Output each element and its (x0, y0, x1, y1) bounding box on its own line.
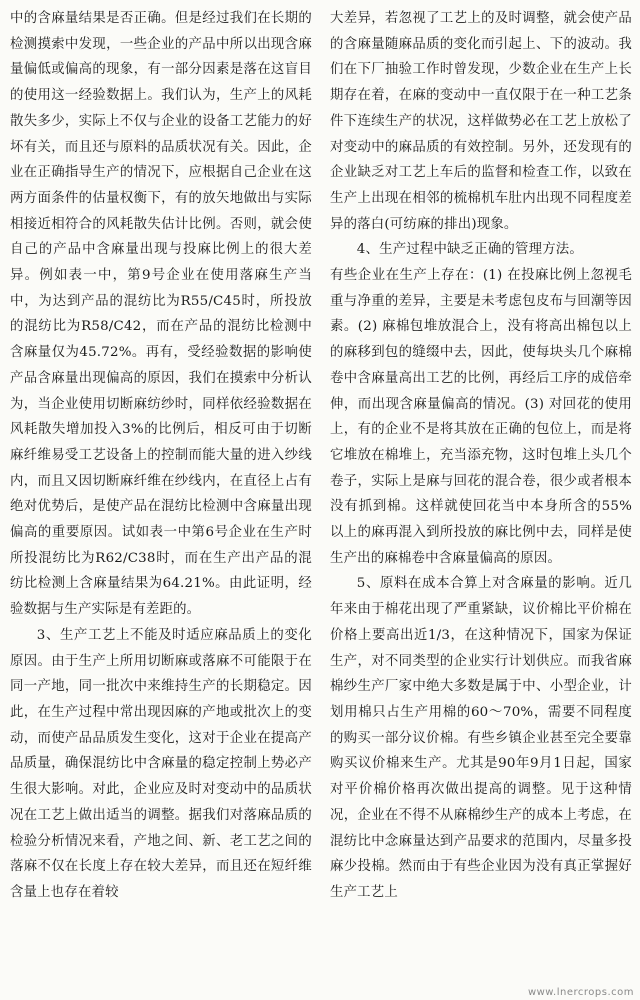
section-heading: 5、原料在成本合算上对含麻量的影响。 (356, 576, 605, 592)
right-column (330, 6, 632, 1000)
paragraph: 有些企业在生产上存在：(1) 在投麻比例上忽视毛重与净重的差异，主要是未考虑包皮布与回潮等因素。(2) 麻棉包堆放混合上，没有将高出棉包以上的麻移到包的缝缀中去，因此，使每块头几个麻棉卷中含麻量高出工艺的比例，再经后工序的成倍牵伸，而出现含麻量偏高的情况。(3) 对回花的使用上，有的企业不是将其放在正确的包位上，而是将它堆放在棉堆上，充当添充物，这时包堆上头几个卷子，实际上是麻与回花的混合卷，很少或者根本没有抓到棉。这样就使回花当中本身所含的55%以上的麻再混入到所投放的麻比例中去，同样是使生产出的麻棉卷中含麻量偏高的原因。 (330, 268, 632, 566)
section-heading: 4、生产过程中缺乏正确的管理方法。 (356, 242, 583, 258)
paragraph: 中的含麻量结果是否正确。但是经过我们在长期的检测摸索中发现，一些企业的产品中所以出现含麻量偏低或偏高的现象，有一部分因素是落在这盲目的使用这一经验数据上。我们认为，生产上的风耗散失多少，实际上不仅与企业的设备工艺能力的好坏有关，而且还与原料的品质状况有关。因此，企业在正确指导生产的情况下，应根据自己企业在这两方面条件的估量权衡下，有的放矢地做出与实际相接近相符合的风耗散失估计比例。否则，就会使自己的产品中含麻量出现与投麻比例上的很大差异。例如表一中，第9号企业在使用落麻生产当中，为达到产品的混纺比为R55/C45时，所投放的混纺比为R58/C42，而在产品的混纺比检测中含麻量仅为45.72%。再有，受经验数据的影响使产品含麻量出现偏高的原因，我们在摸索中分析认为，当企业使用切断麻纺纱时，同样依经验数据在风耗散失增加投入3%的比例后，相反可由于切断麻纤维易受工艺设备上的控制而能大量的进入纱线内，而且又因切断麻纤维在纱线内，在直径上占有绝对优势后，是使产品在混纺比检测中含麻量出现偏高的重要原因。试如表一中第6号企业在生产时所投混纺比为R62/C38时，而在生产出产品的混纺比检测上含麻量结果为64.21%。由此证明，经验数据与生产实际是有差距的。 (10, 11, 312, 618)
section-3-paragraph (10, 623, 312, 906)
section-body: 由于生产上所用切断麻或落麻不可能限于在同一产地，同一批次中来维持生产的长期稳定。因此，在生产过程中常出现因麻的产地或批次上的变动，而使产品品质发生变化，这对于企业在提高产品质量，确保混纺比中含麻量的稳定控制上势必产生很大影响。对此，企业应及时对变动中的品质状况在工艺上做出适当的调整。据我们对落麻品质的检验分析情况来看，产地之间、新、老工艺之间的落麻不仅在长度上存在较大差异，而且还在短纤维含量上也存在着较 (10, 653, 312, 900)
left-column (10, 6, 312, 1000)
section-5-paragraph (330, 571, 632, 905)
section-body: 近几年来由于棉花出现了严重紧缺，议价棉比平价棉在价格上要高出近1/3，在这种情况下，国家为保证生产，对不同类型的企业实行计划供应。而我省麻棉纱生产厂家中绝大多数是属于中、小型企业，计划用棉只占生产用棉的60～70%，需要不同程度的购买一部分议价棉。有些乡镇企业甚至完全要靠购买议价棉来生产。尤其是90年9月1日起，国家对平价棉价格再次做出提高的调整。见于这种情况，企业在不得不从麻棉纱生产的成本上考虑，在混纺比中念麻量达到产品要求的范围内，尽量多投麻少投棉。然而由于有些企业因为没有真正掌握好生产工艺上 (330, 576, 632, 900)
section-heading: 3、生产工艺上不能及时适应麻品质上的变化原因。 (10, 627, 312, 669)
watermark: www.lnercrops.com (527, 987, 634, 998)
paragraph: 大差异，若忽视了工艺上的及时调整，就会使产品的含麻量随麻品质的变化而引起上、下的波动。我们在下厂抽验工作时曾发现，少数企业在生产上长期存在着，在麻的变动中一直仅限于在一种工艺条件下连续生产的状况，这样做势必在工艺上放松了对变动中的麻品质的有效控制。另外，还发现有的企业缺乏对工艺上车后的监督和检查工作，以致在生产上出现在相邻的梳棉机车肚内出现不同程度差异的落白(可纺麻的排出)现象。 (330, 11, 632, 232)
